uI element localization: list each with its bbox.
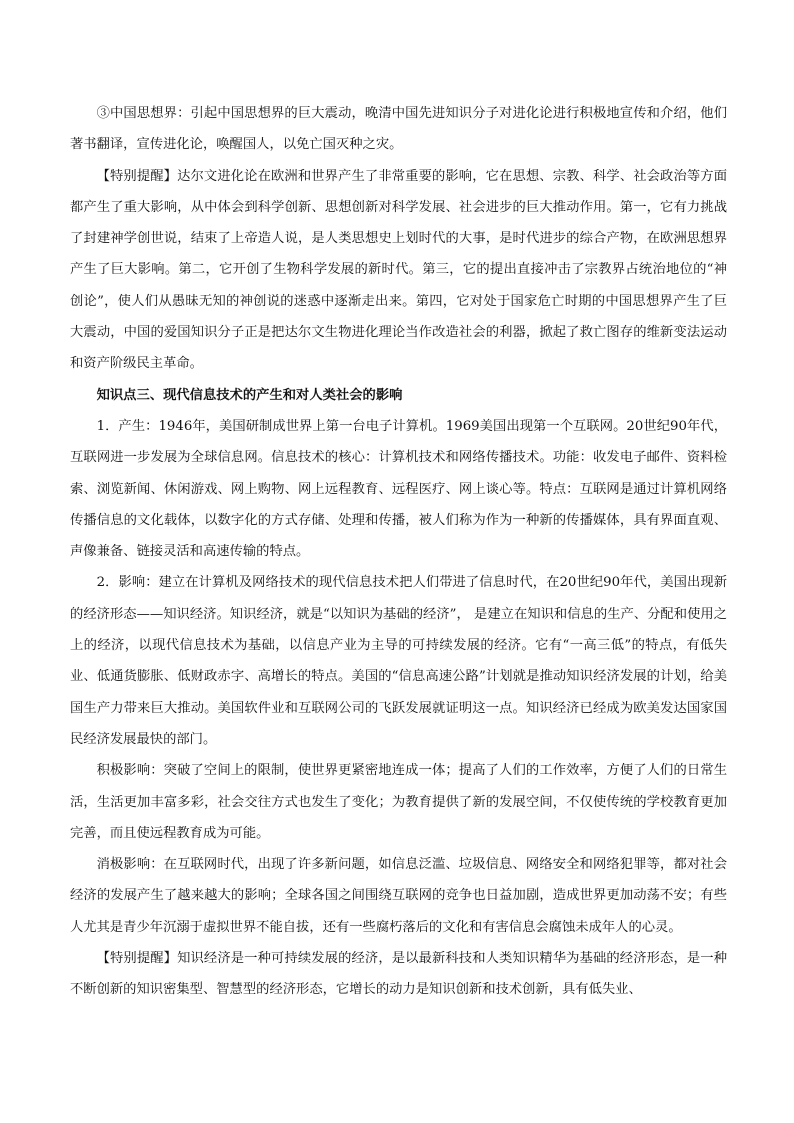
paragraph-impact: 2．影响：建立在计算机及网络技术的现代信息技术把人们带进了信息时代，在20世纪90年代，美国出现新的经济形态——知识经济。知识经济，就是“以知识为基础的经济”， 是建立在知识和信息的生产、分配和使用之上的经济，以现代信息技术为基础，以信息产业为主导的可持续发展的经济。它有“一高三低”的特点，有低失业、低通货膨胀、低财政赤字、高增长的特点。美国的“信息高速公路”计划就是推动知识经济发展的计划，给美国生产力带来巨大推动。美国软件业和互联网公司的飞跃发展就证明这一点。知识经济已经成为欧美发达国家国民经济发展最快的部门。	[70, 575, 727, 747]
paragraph-negative-impact: 消极影响：在互联网时代，出现了许多新问题，如信息泛滥、垃圾信息、网络安全和网络犯罪等，都对社会经济的发展产生了越来越大的影响；全球各国之间围绕互联网的竞争也日益加剧，造成世界更加动荡不安；有些人尤其是青少年沉溺于虚拟世界不能自拔，还有一些腐朽落后的文化和有害信息会腐蚀未成年人的心灵。	[70, 857, 727, 935]
paragraph-thought-world: ③中国思想界：引起中国思想界的巨大震动，晚清中国先进知识分子对进化论进行积极地宣传和介绍，他们著书翻译，宣传进化论，唤醒国人，以免亡国灭种之灾。	[70, 106, 727, 153]
paragraph-origin: 1．产生：1946年，美国研制成世界上第一台电子计算机。1969美国出现第一个互联网。20世纪90年代，互联网进一步发展为全球信息网。信息技术的核心：计算机技术和网络传播技术。功能：收发电子邮件、资料检索、浏览新闻、休闲游戏、网上购物、网上远程教育、远程医疗、网上谈心等。特点：互联网是通过计算机网络传播信息的文化载体，以数字化的方式存储、处理和传播，被人们称为作为一种新的传播媒体，具有界面直观、声像兼备、链接灵活和高速传输的特点。	[70, 418, 727, 560]
paragraph-positive-impact: 积极影响：突破了空间上的限制，使世界更紧密地连成一体；提高了人们的工作效率，方便了人们的日常生活，生活更加丰富多彩，社会交往方式也发生了变化；为教育提供了新的发展空间，不仅使传统的学校教育更加完善，而且使远程教育成为可能。	[70, 763, 727, 841]
paragraph-special-reminder-knowledge-economy: 【特别提醒】知识经济是一种可持续发展的经济，是以最新科技和人类知识精华为基础的经济形态，是一种不断创新的知识密集型、智慧型的经济形态，它增长的动力是知识创新和技术创新，具有低失业、	[70, 951, 727, 998]
section-heading-knowledge-point-3: 知识点三、现代信息技术的产生和对人类社会的影响	[96, 387, 403, 403]
paragraph-special-reminder-darwin: 【特别提醒】达尔文进化论在欧洲和世界产生了非常重要的影响，它在思想、宗教、科学、社会政治等方面都产生了重大影响，从中体会到科学创新、思想创新对科学发展、社会进步的巨大推动作用。第一，它有力挑战了封建神学创世说，结束了上帝造人说，是人类思想史上划时代的大事，是时代进步的综合产物，在欧洲思想界产生了巨大影响。第二，它开创了生物科学发展的新时代。第三，它的提出直接冲击了宗教界占统治地位的“神创论”，使人们从愚昧无知的神创说的迷惑中逐渐走出来。第四，它对处于国家危亡时期的中国思想界产生了巨大震动，中国的爱国知识分子正是把达尔文生物进化理论当作改造社会的利器，掀起了救亡图存的维新变法运动和资产阶级民主革命。	[70, 168, 727, 372]
document-page	[70, 98, 727, 1006]
